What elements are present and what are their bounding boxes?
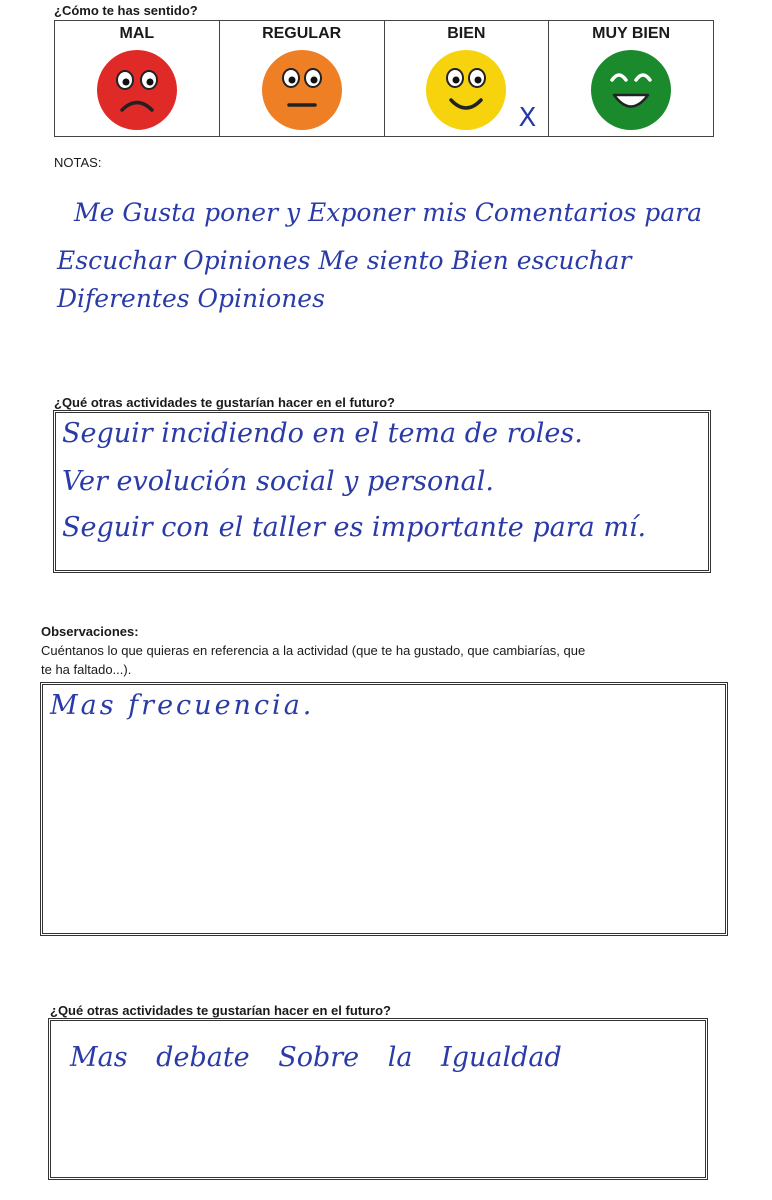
- future-question-1: ¿Qué otras actividades te gustarían hacer en el futuro?: [54, 395, 395, 410]
- mood-label: MAL: [119, 25, 155, 42]
- smile-face-icon: [424, 48, 508, 132]
- notes-line-2: Escuchar Opiniones Me siento Bien escuchar: [57, 246, 632, 275]
- notes-label: NOTAS:: [54, 155, 102, 170]
- notes-line-1: Me Gusta poner y Exponer mis Comentarios para: [74, 198, 703, 227]
- future-question-2: ¿Qué otras actividades te gustarían hacer en el futuro?: [50, 1003, 391, 1018]
- future1-line-2: Ver evolución social y personal.: [62, 466, 494, 497]
- big-smile-face-icon: [589, 48, 673, 132]
- face-circle: [97, 50, 177, 130]
- mood-option-regular[interactable]: [220, 21, 385, 136]
- observations-prompt-2: te ha faltado...).: [41, 662, 132, 677]
- mood-option-bien[interactable]: [385, 21, 550, 136]
- mood-question: ¿Cómo te has sentido?: [54, 3, 198, 18]
- selected-mark: X: [518, 103, 537, 133]
- mood-label: BIEN: [447, 25, 486, 42]
- observations-answer: Mas frecuencia.: [50, 690, 315, 721]
- mood-label: MUY BIEN: [592, 25, 671, 42]
- observations-title: Observaciones:: [41, 624, 139, 639]
- mood-label: REGULAR: [262, 25, 342, 42]
- future1-line-3: Seguir con el taller es importante para mí.: [62, 512, 647, 543]
- face-circle: [591, 50, 671, 130]
- notes-line-3: Diferentes Opiniones: [57, 284, 325, 313]
- mood-option-muy-bien[interactable]: [549, 21, 713, 136]
- face-circle: [262, 50, 342, 130]
- mood-option-mal[interactable]: [55, 21, 220, 136]
- face-circle: [426, 50, 506, 130]
- observations-prompt-1: Cuéntanos lo que quieras en referencia a la actividad (que te ha gustado, que cambiarías, que: [41, 643, 586, 658]
- sad-face-icon: [95, 48, 179, 132]
- future1-line-1: Seguir incidiendo en el tema de roles.: [62, 418, 583, 449]
- mood-table: [54, 20, 714, 137]
- future2-answer: Mas debate Sobre la Igualdad: [70, 1042, 562, 1073]
- neutral-face-icon: [260, 48, 344, 132]
